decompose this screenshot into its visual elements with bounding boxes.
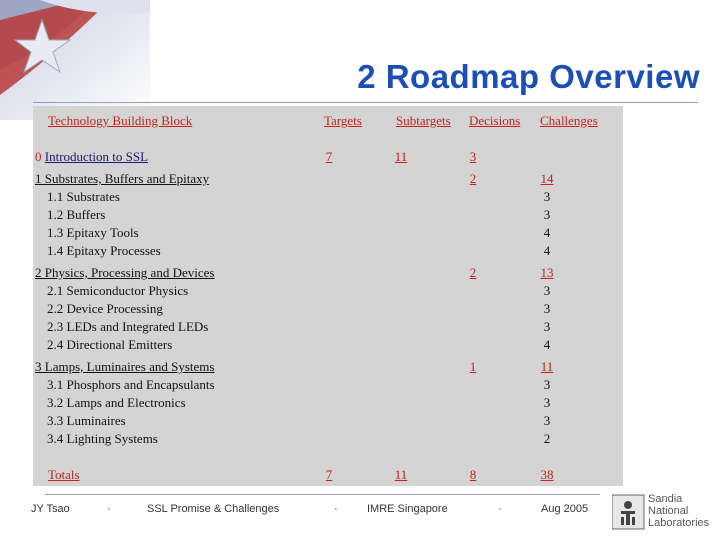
row-challenges-13: 3 (543, 395, 551, 410)
row-label-13: 3.2 Lamps and Electronics (47, 395, 186, 410)
row-label-6[interactable]: 2 Physics, Processing and Devices (35, 265, 215, 280)
header-decisions: Decisions (469, 113, 521, 128)
footer-separator: · (107, 503, 111, 515)
footer-separator: · (498, 503, 502, 515)
row-label-10: 2.4 Directional Emitters (47, 337, 173, 352)
row-targets-0: 7 (325, 149, 333, 164)
header-block: Technology Building Block (48, 113, 193, 128)
totals-subtargets: 11 (394, 467, 408, 482)
row-decisions-1: 2 (469, 171, 477, 186)
roadmap-table: Technology Building Block Targets Subtargets Decisions Challenges 0 Introduction to SSL 7 11 3 1 Substrates, Buffers and Epitaxy 2 14 1.1 Substrates 3 1.2 Buffers 3 1.3 Epitaxy Tools 4 1.4 Epitaxy Processes 4 2 Physics, Processing and Devices 2 13 2.1 Semiconductor Physics 3 2.2 Device Processing 3 2.3 LEDs and Integrated LEDs 3 2.4 Directional Emitters 4 3 Lamps, Luminaires and Systems 1 11 3.1 Phosphors and Encapsulants 3 3.2 Lamps and Electronics 3 3.3 Luminaires 3 3.4 Lighting Systems 2 Totals 7 11 8 38 (33, 106, 623, 486)
row-label-5: 1.4 Epitaxy Processes (47, 243, 161, 258)
row-label-4: 1.3 Epitaxy Tools (47, 225, 139, 240)
row-challenges-6: 13 (540, 265, 554, 280)
row-label-7: 2.1 Semiconductor Physics (47, 283, 189, 298)
totals-decisions: 8 (469, 467, 477, 482)
row-label-9: 2.3 LEDs and Integrated LEDs (47, 319, 209, 334)
totals-targets: 7 (325, 467, 333, 482)
row-challenges-1: 14 (540, 171, 554, 186)
sandia-logo-text: Sandia National Laboratories (648, 493, 710, 529)
row-label-3: 1.2 Buffers (47, 207, 106, 222)
row-label-0[interactable]: Introduction to SSL (44, 149, 149, 164)
row-challenges-15: 2 (543, 431, 551, 446)
header-subtargets: Subtargets (396, 113, 451, 128)
row-subtargets-0: 11 (394, 149, 408, 164)
row-challenges-3: 3 (543, 207, 551, 222)
row-label-8: 2.2 Device Processing (47, 301, 163, 316)
row-challenges-7: 3 (543, 283, 551, 298)
row-decisions-11: 1 (469, 359, 477, 374)
header-challenges: Challenges (540, 113, 598, 128)
footer-topic: SSL Promise & Challenges (147, 503, 280, 515)
row-challenges-12: 3 (543, 377, 551, 392)
row-label-14: 3.3 Luminaires (47, 413, 126, 428)
footer-divider (45, 494, 600, 495)
header-targets: Targets (324, 113, 362, 128)
totals-label: Totals (48, 467, 80, 482)
row-challenges-14: 3 (543, 413, 551, 428)
row-challenges-8: 3 (543, 301, 551, 316)
row-label-1[interactable]: 1 Substrates, Buffers and Epitaxy (35, 171, 210, 186)
row-label-11[interactable]: 3 Lamps, Luminaires and Systems (35, 359, 215, 374)
row-challenges-5: 4 (543, 243, 551, 258)
page-title: 2 Roadmap Overview (357, 58, 700, 95)
footer-separator: · (334, 503, 338, 515)
footer-date: Aug 2005 (541, 503, 589, 515)
row-decisions-6: 2 (469, 265, 477, 280)
row-challenges-4: 4 (543, 225, 551, 240)
title-divider (33, 102, 698, 103)
row-challenges-10: 4 (543, 337, 551, 352)
row-label-12: 3.1 Phosphors and Encapsulants (47, 377, 215, 392)
row-decisions-0: 3 (469, 149, 477, 164)
row-challenges-2: 3 (543, 189, 551, 204)
row-challenges-11: 11 (540, 359, 554, 374)
footer-author: JY Tsao (31, 503, 70, 515)
row-label-15: 3.4 Lighting Systems (47, 431, 158, 446)
row-challenges-9: 3 (543, 319, 551, 334)
totals-challenges: 38 (540, 467, 554, 482)
footer-venue: IMRE Singapore (367, 503, 448, 515)
row-label-2: 1.1 Substrates (47, 189, 120, 204)
